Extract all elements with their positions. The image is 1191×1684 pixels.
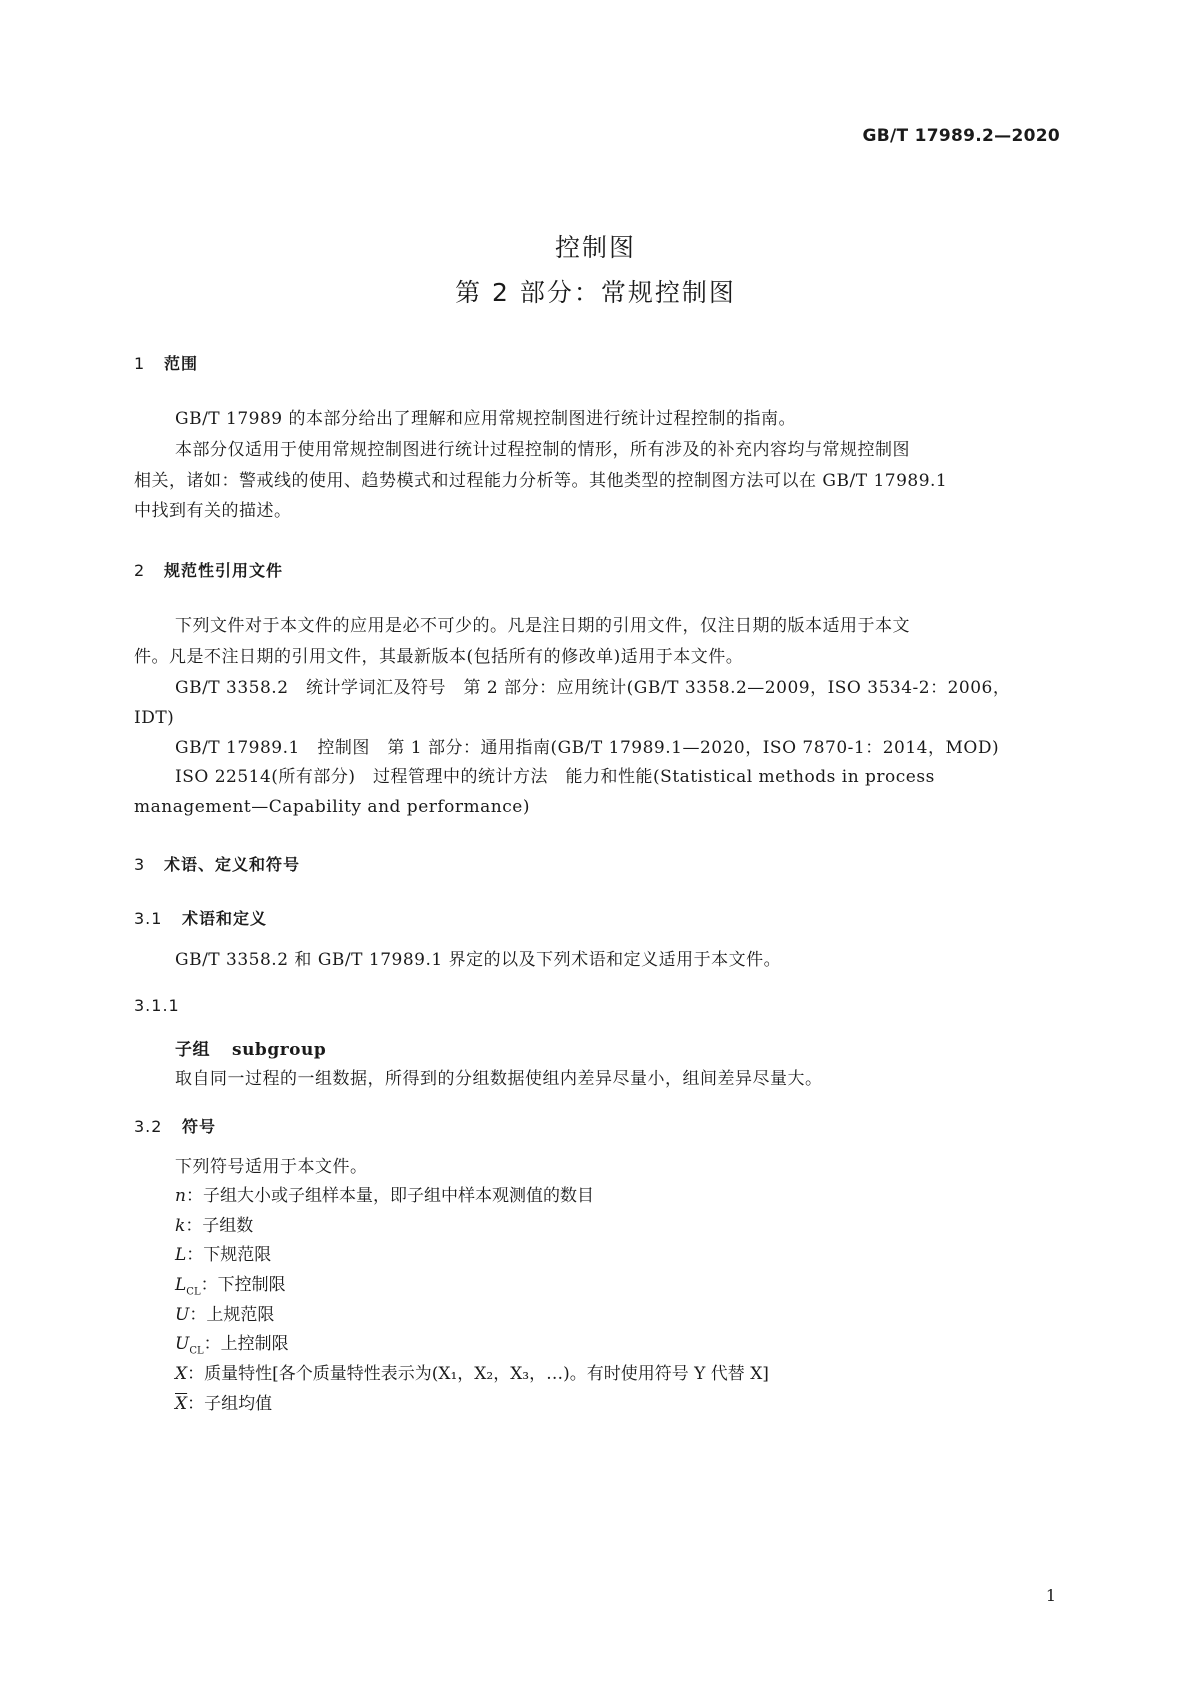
standard-code: GB/T 17989.2—2020: [862, 126, 1060, 146]
doc-title: 控制图: [554, 233, 636, 262]
symbol-letter: U: [175, 1305, 190, 1325]
symbol-definition: ：子组数: [185, 1216, 254, 1236]
section-2-heading: [134, 558, 283, 581]
symbol-definition: ：下规范限: [186, 1245, 272, 1265]
symbol-n: [175, 1181, 594, 1212]
subsection-3-1-heading: [134, 906, 267, 929]
symbol-letter: X: [175, 1364, 188, 1384]
section-title: 术语、定义和符号: [164, 855, 301, 874]
term-entry: [175, 1035, 326, 1066]
section-title: 规范性引用文件: [164, 561, 284, 580]
subsection-3-1-paragraph: GB/T 3358.2 和 GB/T 17989.1 界定的以及下列术语和定义适用于本文件。: [175, 950, 782, 970]
sec2-paragraph-line-2: 件。凡是不注日期的引用文件，其最新版本(包括所有的修改单)适用于本文件。: [134, 647, 744, 667]
section-3-heading: [134, 852, 300, 875]
symbol-letter: n: [175, 1186, 186, 1206]
symbol-subscript: CL: [186, 1286, 201, 1298]
symbol-letter: U: [175, 1334, 190, 1354]
symbol-letter: L: [175, 1275, 187, 1295]
subsection-number: 3.1: [134, 909, 163, 928]
reference-3-line-2: management—Capability and performance): [134, 797, 530, 817]
symbol-definition: ：上控制限: [203, 1334, 289, 1354]
subsection-3-2-heading: [134, 1114, 216, 1137]
doc-subtitle: 第 2 部分：常规控制图: [455, 278, 736, 307]
reference-3-line-1: ISO 22514(所有部分) 过程管理中的统计方法 能力和性能(Statistical methods in process: [175, 767, 935, 787]
symbol-letter: k: [175, 1216, 186, 1236]
symbol-definition: ：质量特性[各个质量特性表示为(X₁，X₂，X₃，…)。有时使用符号 Y 代替 X]: [187, 1364, 769, 1384]
symbol-definition: ：子组均值: [187, 1394, 273, 1414]
reference-2: GB/T 17989.1 控制图 第 1 部分：通用指南(GB/T 17989.1—2020，ISO 7870-1：2014，MOD): [175, 738, 1000, 758]
term-definition: 取自同一过程的一组数据，所得到的分组数据使组内差异尽量小，组间差异尽量大。: [175, 1069, 823, 1089]
page-number: 1: [1045, 1586, 1056, 1605]
clause-number: 3.1.1: [134, 996, 180, 1015]
sec1-paragraph-2-line-2: 相关，诸如：警戒线的使用、趋势模式和过程能力分析等。其他类型的控制图方法可以在 GB/T 17989.1: [134, 471, 948, 491]
section-number: 2: [134, 561, 146, 580]
reference-1-line-2: IDT): [134, 708, 175, 728]
symbol-k: [175, 1211, 253, 1242]
symbol-U: [175, 1300, 274, 1331]
symbol-letter: $\overline{X}$: [175, 1394, 188, 1414]
symbol-definition: ：下控制限: [200, 1275, 286, 1295]
sec1-paragraph-2-line-3: 中找到有关的描述。: [134, 501, 292, 521]
sec1-paragraph-2-line-1: 本部分仅适用于使用常规控制图进行统计过程控制的情形，所有涉及的补充内容均与常规控制图: [175, 440, 910, 460]
section-number: 3: [134, 855, 146, 874]
sec2-paragraph-line-1: 下列文件对于本文件的应用是必不可少的。凡是注日期的引用文件，仅注日期的版本适用于本文: [175, 616, 910, 636]
subsection-title: 术语和定义: [182, 909, 268, 928]
symbol-definition: ：上规范限: [189, 1305, 275, 1325]
symbol-definition: ：子组大小或子组样本量，即子组中样本观测值的数目: [185, 1186, 594, 1206]
symbols-intro: 下列符号适用于本文件。: [175, 1157, 368, 1177]
section-1-heading: [134, 351, 198, 374]
reference-1-line-1: GB/T 3358.2 统计学词汇及符号 第 2 部分：应用统计(GB/T 3358.2—2009，ISO 3534-2：2006，: [175, 678, 1011, 698]
section-number: 1: [134, 354, 146, 373]
subsection-number: 3.2: [134, 1117, 163, 1136]
symbol-X-bar: [175, 1389, 272, 1420]
term-english: subgroup: [232, 1040, 327, 1060]
clause-3-1-1-number: [134, 996, 180, 1015]
section-title: 范围: [164, 354, 199, 373]
symbol-L: [175, 1240, 271, 1271]
symbol-X: [175, 1359, 769, 1390]
subsection-title: 符号: [182, 1117, 217, 1136]
sec1-paragraph-1: GB/T 17989 的本部分给出了理解和应用常规控制图进行统计过程控制的指南。: [175, 409, 797, 429]
symbol-letter: L: [175, 1245, 187, 1265]
term-chinese: 子组: [175, 1040, 210, 1060]
symbol-subscript: CL: [189, 1345, 204, 1357]
